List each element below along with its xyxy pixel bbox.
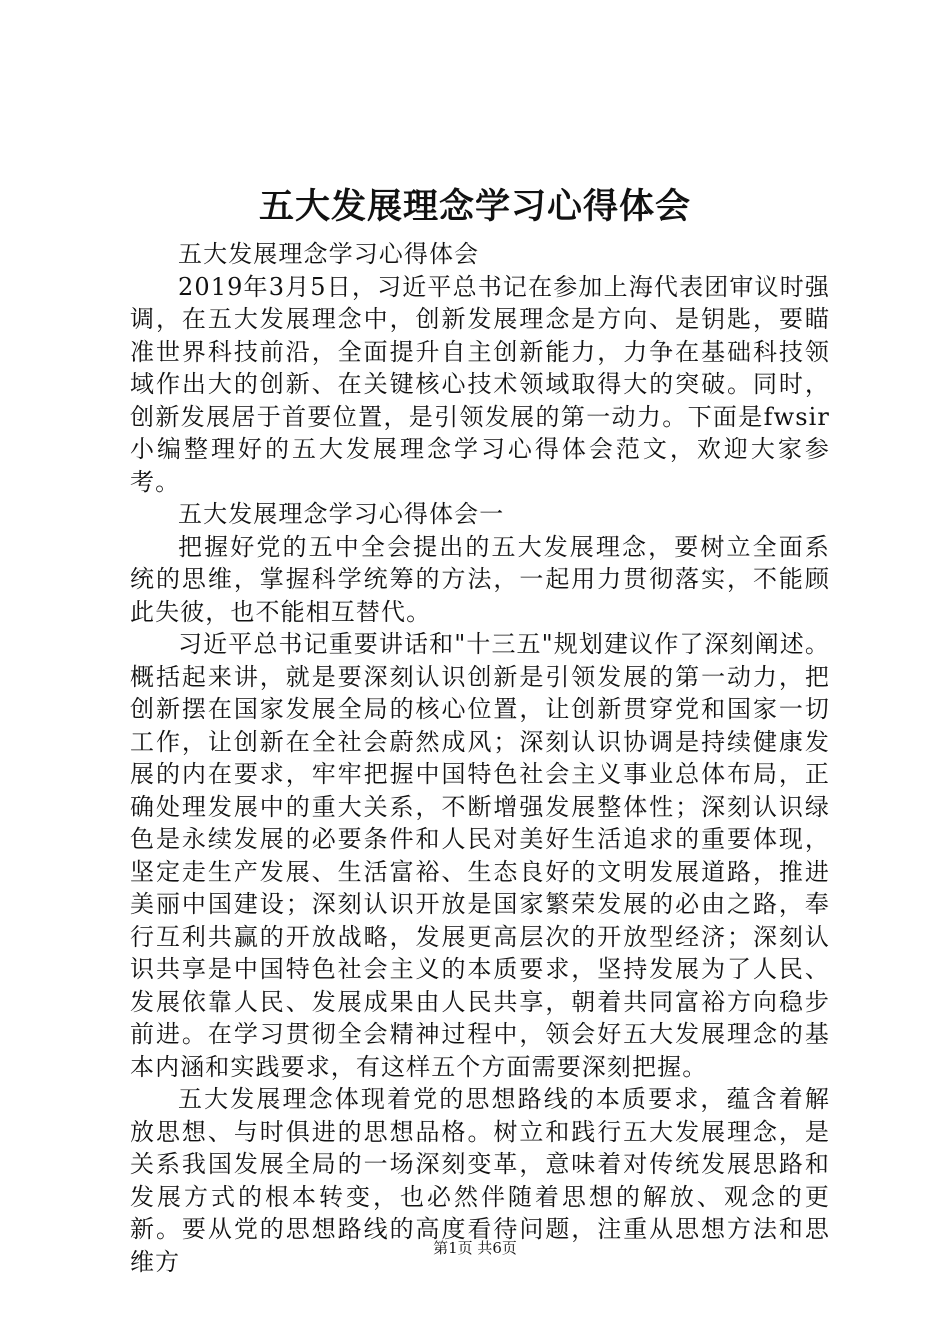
paragraph-subtitle: 五大发展理念学习心得体会: [178, 240, 480, 268]
paragraph-body-3: 五大发展理念体现着党的思想路线的本质要求，蕴含着解放思想、与时俱进的思想品格。树立和践行五大发展理念，是关系我国发展全局的一场深刻变革，意味着对传统发展思路和发展方式的根本转变，也必然伴随着思想的解放、观念的更新。要从党的思想路线的高度看待问题，注重从思想方法和思维方: [130, 1085, 830, 1276]
document-title: 五大发展理念学习心得体会: [258, 186, 691, 227]
paragraph-intro: 2019年3月5日，习近平总书记在参加上海代表团审议时强调，在五大发展理念中，创新发展理念是方向、是钥匙，要瞄准世界科技前沿，全面提升自主创新能力，力争在基础科技领域作出大的创新、在关键核心技术领域取得大的突破。同时，创新发展居于首要位置，是引领发展的第一动力。下面是fwsir小编整理好的五大发展理念学习心得体会范文，欢迎大家参考。: [130, 272, 830, 496]
page-footer: 第1页 共6页: [433, 1239, 517, 1257]
paragraph-section-heading: 五大发展理念学习心得体会一: [178, 500, 505, 528]
paragraph-body-1: 把握好党的五中全会提出的五大发展理念，要树立全面系统的思维，掌握科学统筹的方法，一起用力贯彻落实，不能顾此失彼，也不能相互替代。: [130, 532, 830, 626]
document-body: [130, 238, 830, 1278]
paragraph-body-2: 习近平总书记重要讲话和"十三五"规划建议作了深刻阐述。概括起来讲，就是要深刻认识创新是引领发展的第一动力，把创新摆在国家发展全局的核心位置，让创新贯穿党和国家一切工作，让创新在全社会蔚然成风；深刻认识协调是持续健康发展的内在要求，牢牢把握中国特色社会主义事业总体布局，正确处理发展中的重大关系，不断增强发展整体性；深刻认识绿色是永续发展的必要条件和人民对美好生活追求的重要体现，坚定走生产发展、生活富裕、生态良好的文明发展道路，推进美丽中国建设；深刻认识开放是国家繁荣发展的必由之路，奉行互利共赢的开放战略，发展更高层次的开放型经济；深刻认识共享是中国特色社会主义的本质要求，坚持发展为了人民、发展依靠人民、发展成果由人民共享，朝着共同富裕方向稳步前进。在学习贯彻全会精神过程中，领会好五大发展理念的基本内涵和实践要求，有这样五个方面需要深刻把握。: [130, 630, 830, 1081]
